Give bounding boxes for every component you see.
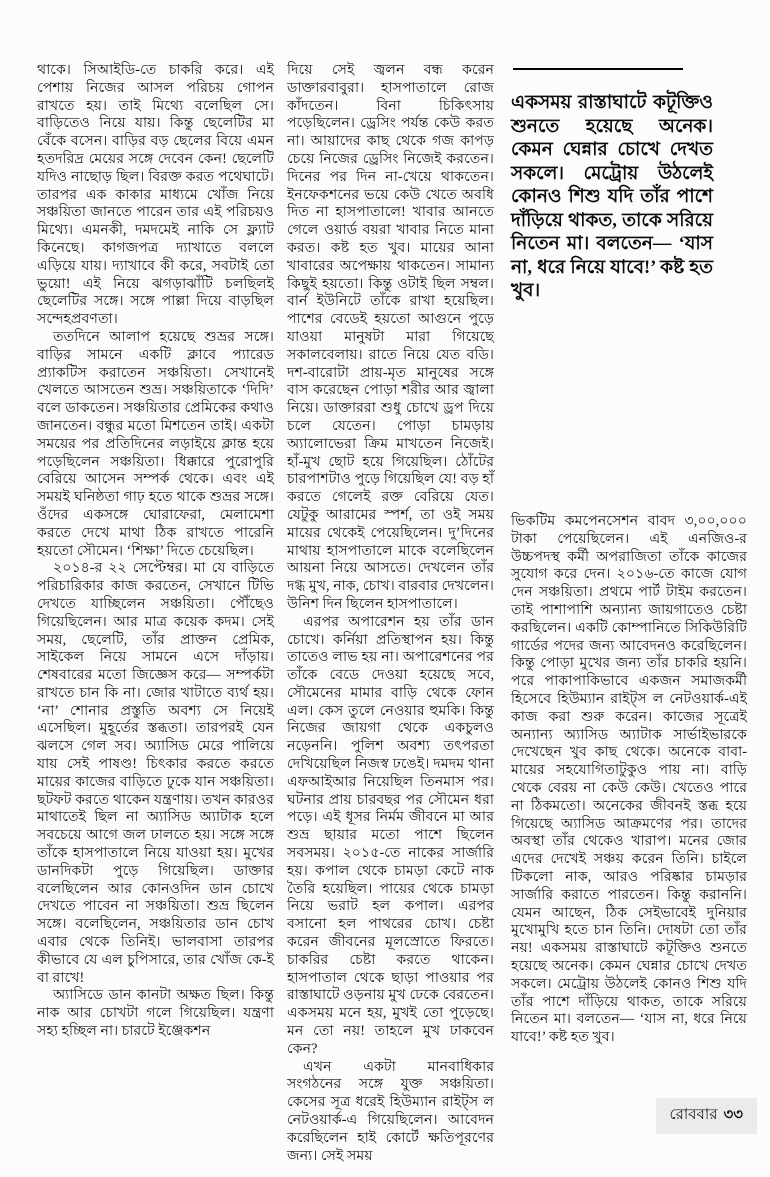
paragraph: ভিকটিম কমপেনসেশন বাবদ ৩,০০,০০০ টাকা পেয়েছিলেন। এই এনজিও-র উচ্চপদস্থ কর্মী অপরাজিতা তাঁকে কাজের সুযোগ করে দেন। ২০১৬-তে কাজে যোগ দেন সঞ্চয়িতা। প্রথমে পার্ট টাইম করতেন। তাই পাশাপাশি অন্যান্য জায়গাতেও চেষ্টা করছিলেন। একটি কোম্পানিতে সিকিউরিটি গার্ডের পদের জন্য আবেদনও করেছিলেন। কিন্তু পোড়া মুখের জন্য তাঁর চাকরি হয়নি। পরে পাকাপাকিভাবে একজন সমাজকর্মী হিসেবে হিউম্যান রাইট্‌স ল নেটওয়ার্ক-এই কাজ করা শুরু করেন। কাজের সূত্রেই অন্যান্য অ্যাসিড অ্যাটাক সার্ভাইভারকে দেখেছেন খুব কাছ থেকে। অনেকে বাবা-মায়ের সহযোগিতাটুকুও পায় না। বাড়ি থেকে বেরয় না কেউ কেউ। খেতেও পারে না ঠিকমতো। অনেকের জীবনই স্তব্ধ হয়ে গিয়েছে অ্যাসিড আক্রমণের পর। তাদের অবস্থা তাঁর থেকেও খারাপ। মনের জোর এদের দেখেই সঞ্চয় করেন তিনি। চাইলে টিকলো নাক, আরও পরিষ্কার চামড়ার সার্জারি করাতে পারতেন। কিন্তু করাননি। যেমন আছেন, ঠিক সেইভাবেই দুনিয়ার মুখোমুখি হতে চান তিনি। দোষটা তো তাঁর নয়! একসময় রাস্তাঘাটে কটূক্তিও শুনতে হয়েছে অনেক। কেমন ঘেন্নার চোখে দেখত সকলে। মেট্রোয় উঠলেই কোনও শিশু যদি তাঁর পাশে দাঁড়িয়ে থাকত, তাকে সরিয়ে নিতেন মা। বলতেন— ‘যাস না, ধরে নিয়ে যাবে!’ কষ্ট হত খুব। <box>511 513 747 1046</box>
article-column-left <box>37 62 274 1041</box>
paragraph: থাকে। সিআইডি-তে চাকরি করে। এই পেশায় নিজের আসল পরিচয় গোপন রাখতে হয়। তাই মিথ্যে বলেছিল সে। বাড়িতেও নিয়ে যায়। কিন্তু ছেলেটির মা বেঁকে বসেন। বাড়ির বড় ছেলের বিয়ে এমন হতদরিদ্র মেয়ের সঙ্গে দেবেন কেন! ছেলেটি যদিও নাছোড় ছিল। বিরক্ত করত পথেঘাটে। তারপর এক কাকার মাধ্যমে খোঁজ নিয়ে সঞ্চয়িতা জানতে পারেন তার এই পরিচয়ও মিথ্যে। এমনকী, দমদমেই নাকি সে ফ্ল্যাট কিনেছে। কাগজপত্র দ্যাখাতে বললে এড়িয়ে যায়। দ্যাখাবে কী করে, সবটাই তো ভুয়ো! এই নিয়ে ঝগড়াঝাঁটি চলছিলই ছেলেটির সঙ্গে। সঙ্গে পাল্লা দিয়ে বাড়ছিল সন্দেহপ্রবণতা। <box>37 62 274 328</box>
paragraph: ২০১৪-র ২২ সেপ্টেম্বর। মা যে বাড়িতে পরিচারিকার কাজ করতেন, সেখানে টিভি দেখতে যাচ্ছিলেন সঞ্চয়িতা। পৌঁছেও গিয়েছিলেন। আর মাত্র কয়েক কদম। সেই সময়, ছেলেটি, তাঁর প্রাক্তন প্রেমিক, সাইকেল নিয়ে সামনে এসে দাঁড়ায়। শেষবারের মতো জিজ্ঞেস করে— সম্পর্কটা রাখতে চান কি না। জোর খাটাতে ব্যর্থ হয়। ‘না’ শোনার প্রস্তুতি অবশ্য সে নিয়েই এসেছিল। মুহূর্তের স্তব্ধতা। তারপরই যেন ঝলসে গেল সব। অ্যাসিড মেরে পালিয়ে যায় সেই পাষণ্ড! চিৎকার করতে করতে মায়ের কাজের বাড়িতে ঢুকে যান সঞ্চয়িতা। ছটফট করতে থাকেন যন্ত্রণায়। তখন কারওর মাথাতেই ছিল না অ্যাসিড অ্যাটাক হলে সবচেয়ে আগে জল ঢালতে হয়। সঙ্গে সঙ্গে তাঁকে হাসপাতালে নিয়ে যাওয়া হয়। মুখের ডানদিকটা পুড়ে গিয়েছিল। ডাক্তার বলেছিলেন আর কোনওদিন ডান চোখে দেখতে পাবেন না সঞ্চয়িতা। শুভ্র ছিলেন সঙ্গে। বলেছিলেন, সঞ্চয়িতার ডান চোখ এবার থেকে তিনিই। ভালবাসা তারপর কীভাবে যে এল চুপিসারে, তার খোঁজ কে-ই বা রাখে! <box>37 560 274 986</box>
pull-quote-rule <box>513 68 683 70</box>
page-folio <box>656 1098 758 1134</box>
magazine-name: রোববার <box>669 1107 718 1123</box>
pull-quote: একসময় রাস্তাঘাটে কটূক্তিও শুনতে হয়েছে অনেক। কেমন ঘেন্নার চোখে দেখত সকলে। মেট্রোয় উঠলেই কোনও শিশু যদি তাঁর পাশে দাঁড়িয়ে থাকত, তাকে সরিয়ে নিতেন মা। বলতেন— ‘যাস না, ধরে নিয়ে যাবে!’ কষ্ট হত খুব। <box>511 93 713 301</box>
paragraph: অ্যাসিডে ডান কানটা অক্ষত ছিল। কিন্তু নাক আর চোখটা গলে গিয়েছিল। যন্ত্রণা সহ্য হচ্ছিল না। চারটে ইঞ্জেকশন <box>37 987 274 1040</box>
paragraph: এখন একটা মানবাধিকার সংগঠনের সঙ্গে যুক্ত সঞ্চয়িতা। কেসের সূত্র ধরেই হিউম্যান রাইট্‌স ল নেটওয়ার্ক-এ গিয়েছিলেন। আবেদন করেছিলেন হাই কোর্টে ক্ষতিপূরণের জন্য। সেই সময় <box>287 1058 494 1164</box>
article-column-right <box>511 513 747 1047</box>
article-column-middle <box>287 62 494 1165</box>
paragraph: দিয়ে সেই জ্বলন বন্ধ করেন ডাক্তারবাবুরা। হাসপাতালে রোজ কাঁদতেন। বিনা চিকিৎসায় পড়েছিলেন। ড্রেসিং পর্যন্ত কেউ করত না। আয়াদের কাছ থেকে গজ কাপড় চেয়ে নিজের ড্রেসিং নিজেই করতেন। দিনের পর দিন না-খেয়ে থাকতেন। ইনফেকশনের ভয়ে কেউ খেতে অবধি দিত না হাসপাতালে! খাবার আনতে গেলে ওয়ার্ড বয়রা খাবার নিতে মানা করত। কষ্ট হত খুব। মায়ের আনা খাবারের অপেক্ষায় থাকতেন। সামান্য কিছুই হয়তো। কিন্তু ওটাই ছিল সম্বল। বার্ন ইউনিটে তাঁকে রাখা হয়েছিল। পাশের বেডেই হয়তো আগুনে পুড়ে যাওয়া মানুষটা মারা গিয়েছে সকালবেলায়। রাতে নিয়ে যেত বডি। দশ-বারোটা প্রায়-মৃত মানুষের সঙ্গে বাস করেছেন পোড়া শরীর আর জ্বালা নিয়ে। ডাক্তাররা শুধু চোখে ড্রপ দিয়ে চলে যেতেন। পোড়া চামড়ায় অ্যালোভেরা ক্রিম মাখতেন নিজেই। হাঁ-মুখ ছোট হয়ে গিয়েছিল। ঠোঁটের চারপাশটাও পুড়ে গিয়েছিল যে! বড় হাঁ করতে গেলেই রক্ত বেরিয়ে যেত। যেটুকু আরামের স্পর্শ, তা ওই সময় মায়ের থেকেই পেয়েছিলেন। দু’দিনের মাথায় হাসপাতালে মাকে বলেছিলেন আয়না নিয়ে আসতে। দেখলেন তাঁর দগ্ধ মুখ, নাক, চোখ। বারবার দেখলেন। উনিশ দিন ছিলেন হাসপাতালে। <box>287 62 494 612</box>
paragraph: ততদিনে আলাপ হয়েছে শুভ্রর সঙ্গে। বাড়ির সামনে একটি ক্লাবে প্যারেড প্র্যাকটিস করাতেন সঞ্চয়িতা। সেখানেই খেলতে আসতেন শুভ্র। সঞ্চয়িতাকে ‘দিদি’ বলে ডাকতেন। সঞ্চয়িতার প্রেমিকের কথাও জানতেন। বন্ধুর মতো মিশতেন তাই। একটা সময়ের পর প্রতিদিনের লড়াইয়ে ক্লান্ত হয়ে পড়েছিলেন সঞ্চয়িতা। ধিক্কারে পুরোপুরি বেরিয়ে আসেন সম্পর্ক থেকে। এবং এই সময়ই ঘনিষ্ঠতা গাঢ় হতে থাকে শুভ্রর সঙ্গে। ওঁদের একসঙ্গে ঘোরাফেরা, মেলামেশা করতে দেখে মাথা ঠিক রাখতে পারেনি হয়তো সৌমেন। ‘শিক্ষা’ দিতে চেয়েছিল। <box>37 328 274 559</box>
paragraph: এরপর অপারেশন হয় তাঁর ডান চোখে। কর্নিয়া প্রতিস্থাপন হয়। কিন্তু তাতেও লাভ হয় না। অপারেশনের পর তাঁকে বেডে দেওয়া হয়েছে সবে, সৌমেনের মামার বাড়ি থেকে ফোন এল। কেস তুলে নেওয়ার হুমকি। কিন্তু নিজের জায়গা থেকে একচুলও নড়েননি। পুলিশ অবশ্য তৎপরতা দেখিয়েছিল নিজস্ব ঢঙেই। দমদম থানা এফআইআর নিয়েছিল তিনমাস পর। ঘটনার প্রায় চারবছর পর সৌমেন ধরা পড়ে। এই ধূসর নির্মম জীবনে মা আর শুভ্র ছায়ার মতো পাশে ছিলেন সবসময়। ২০১৫-তে নাকের সার্জারি হয়। কপাল থেকে চামড়া কেটে নাক তৈরি হয়েছিল। পায়ের থেকে চামড়া নিয়ে ভরাট হল কপাল। এরপর বসানো হল পাথরের চোখ। চেষ্টা করেন জীবনের মূলস্রোতে ফিরতে। চাকরির চেষ্টা করতে থাকেন। হাসপাতাল থেকে ছাড়া পাওয়ার পর রাস্তাঘাটে ওড়নায় মুখ ঢেকে বেরতেন। একসময় মনে হয়, মুখই তো পুড়েছে। মন তো নয়! তাহলে মুখ ঢাকবেন কেন? <box>287 613 494 1057</box>
page-number: ৩৩ <box>723 1107 743 1123</box>
